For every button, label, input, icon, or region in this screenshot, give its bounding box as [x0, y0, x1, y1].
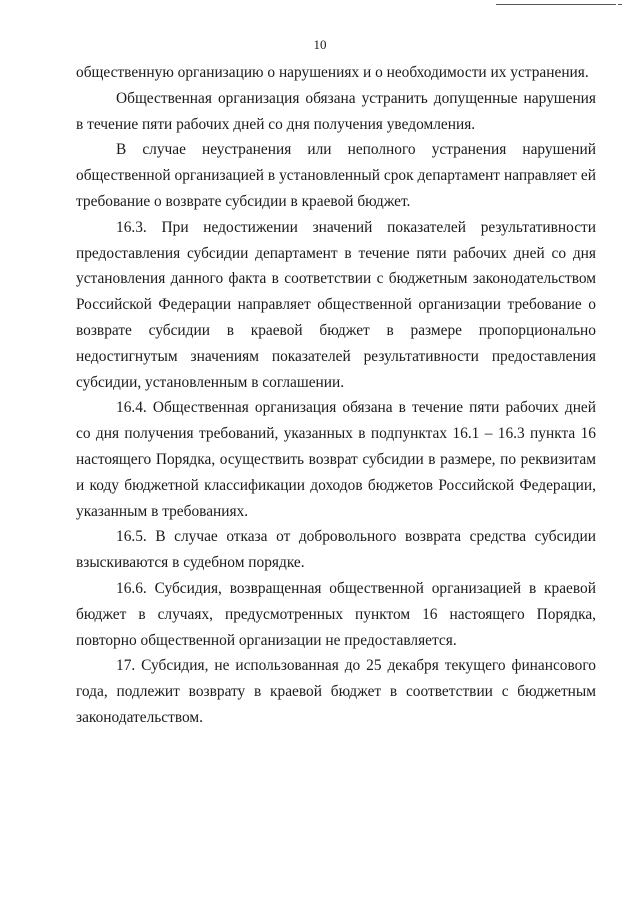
scan-edge-line — [618, 4, 622, 5]
paragraph-continuation: общественную организацию о нарушениях и о необходимости их устранения. — [76, 64, 589, 81]
page-number: 10 — [313, 37, 327, 52]
paragraph-elimination-deadline: Общественная организация обязана устранить допущенные нарушения в течение пяти рабочих дней со дня получения уведомления. — [76, 89, 596, 133]
paragraph-17: 17. Субсидия, не использованная до 25 декабря текущего финансового года, подлежит возврату в краевой бюджет в соответствии с бюджетным законодательством. — [76, 657, 596, 726]
paragraph-16-5: 16.5. В случае отказа от добровольного возврата средства субсидии взыскиваются в судебном порядке. — [76, 528, 596, 572]
paragraph-16-6: 16.6. Субсидия, возвращенная общественной организацией в краевой бюджет в случаях, предусмотренных пунктом 16 настоящего Порядка, повторно общественной организации не предоставляется. — [76, 579, 596, 649]
document-body — [76, 60, 596, 731]
paragraph-return-demand: В случае неустранения или неполного устранения нарушений общественной организацией в установленный срок департамент направляет ей требование о возврате субсидии в краевой бюджет. — [76, 141, 596, 210]
scan-edge-line — [496, 4, 616, 5]
paragraph-16-4: 16.4. Общественная организация обязана в течение пяти рабочих дней со дня получения требований, указанных в подпунктах 16.1 – 16.3 пункта 16 настоящего Порядка, осуществить возврат субсидии в размере, по реквизитам и коду бюджетной классификации доходов бюджетов Российской Федерации, указанным в требованиях. — [76, 399, 596, 520]
paragraph-16-3: 16.3. При недостижении значений показателей результативности предоставления субсидии департамент в течение пяти рабочих дней со дня установления данного факта в соответствии с бюджетным законодательством Российской Федерации направляет общественной организации требование о возврате субсидии в краевой бюджет в размере пропорционально недостигнутым значениям показателей результативности предоставления субсидии, установленным в соглашении. — [76, 218, 596, 391]
